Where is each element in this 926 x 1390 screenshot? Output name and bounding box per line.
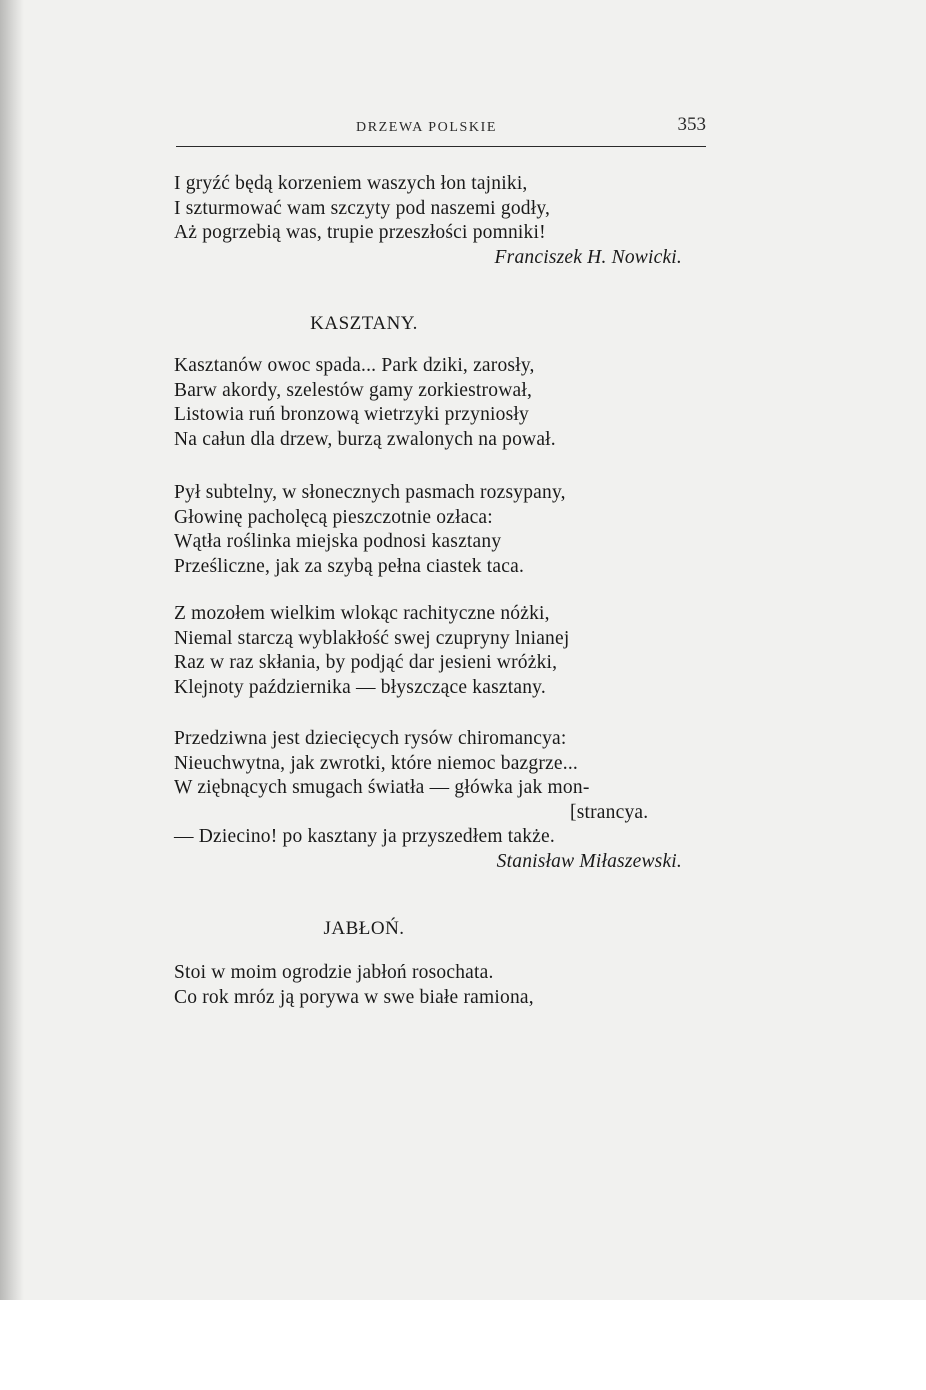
verse-line: Co rok mróz ją porywa w swe białe ramiona, [174,986,534,1008]
verse-line: Niemal starczą wyblakłość swej czupryny lnianej [174,627,570,649]
poem1-ending [174,172,714,270]
verse-line: Głowinę pacholęcą pieszczotnie ozłaca: [174,506,493,528]
stanza [174,961,714,1010]
stanza [174,354,714,452]
verse-line: Aż pogrzebią was, trupie przeszłości pomniki! [174,222,546,243]
verse-line: Raz w raz skłania, by podjąć dar jesieni wróżki, [174,652,558,673]
stanza [174,602,714,700]
verse-line: Barw akordy, szelestów gamy zorkiestrował, [174,379,533,401]
verse-line: — Dziecino! po kasztany ja przyszedłem także. [174,826,555,847]
verse-line: Z mozołem wielkim wlokąc rachityczne nóżki, [174,603,550,624]
verse-line: W ziębnących smugach światła — główka jak mon- [174,777,590,798]
page-gutter-shadow [0,0,24,1300]
verse-line: Nieuchwytna, jak zwrotki, które niemoc bazgrze... [174,752,578,774]
verse-line: Prześliczne, jak za szybą pełna ciastek taca. [174,555,525,577]
verse-line: Stoi w moim ogrodzie jabłoń rosochata. [174,962,494,983]
stanza [174,727,714,874]
author-signature: Franciszek H. Nowicki. [494,246,682,268]
page-number: 353 [677,114,706,135]
verse-line: Kasztanów owoc spada... Park dziki, zarosły, [174,355,535,376]
stanza [174,481,714,579]
poem-title: JABŁOŃ. [323,918,405,939]
poem-title: KASZTANY. [310,313,418,334]
verse-line: Na całun dla drzew, burzą zwalonych na pował. [174,428,556,450]
verse-continuation: [strancya. [570,801,649,823]
running-title: DRZEWA POLSKIE [356,120,498,135]
verse-line: Listowia ruń bronzową wietrzyki przyniosły [174,404,529,425]
page-header [176,112,706,147]
verse-line: Wątła roślinka miejska podnosi kasztany [174,531,502,552]
page-margin-bottom [0,1300,926,1390]
verse-line: I gryźć będą korzeniem waszych łon tajniki, [174,173,528,194]
author-signature: Stanisław Miłaszewski. [496,850,682,872]
verse-line: Pył subtelny, w słonecznych pasmach rozsypany, [174,482,566,503]
verse-line: Przedziwna jest dziecięcych rysów chiromancya: [174,728,567,749]
verse-line: I szturmować wam szczyty pod naszemi godły, [174,197,551,219]
verse-line: Klejnoty października — błyszczące kasztany. [174,676,546,698]
